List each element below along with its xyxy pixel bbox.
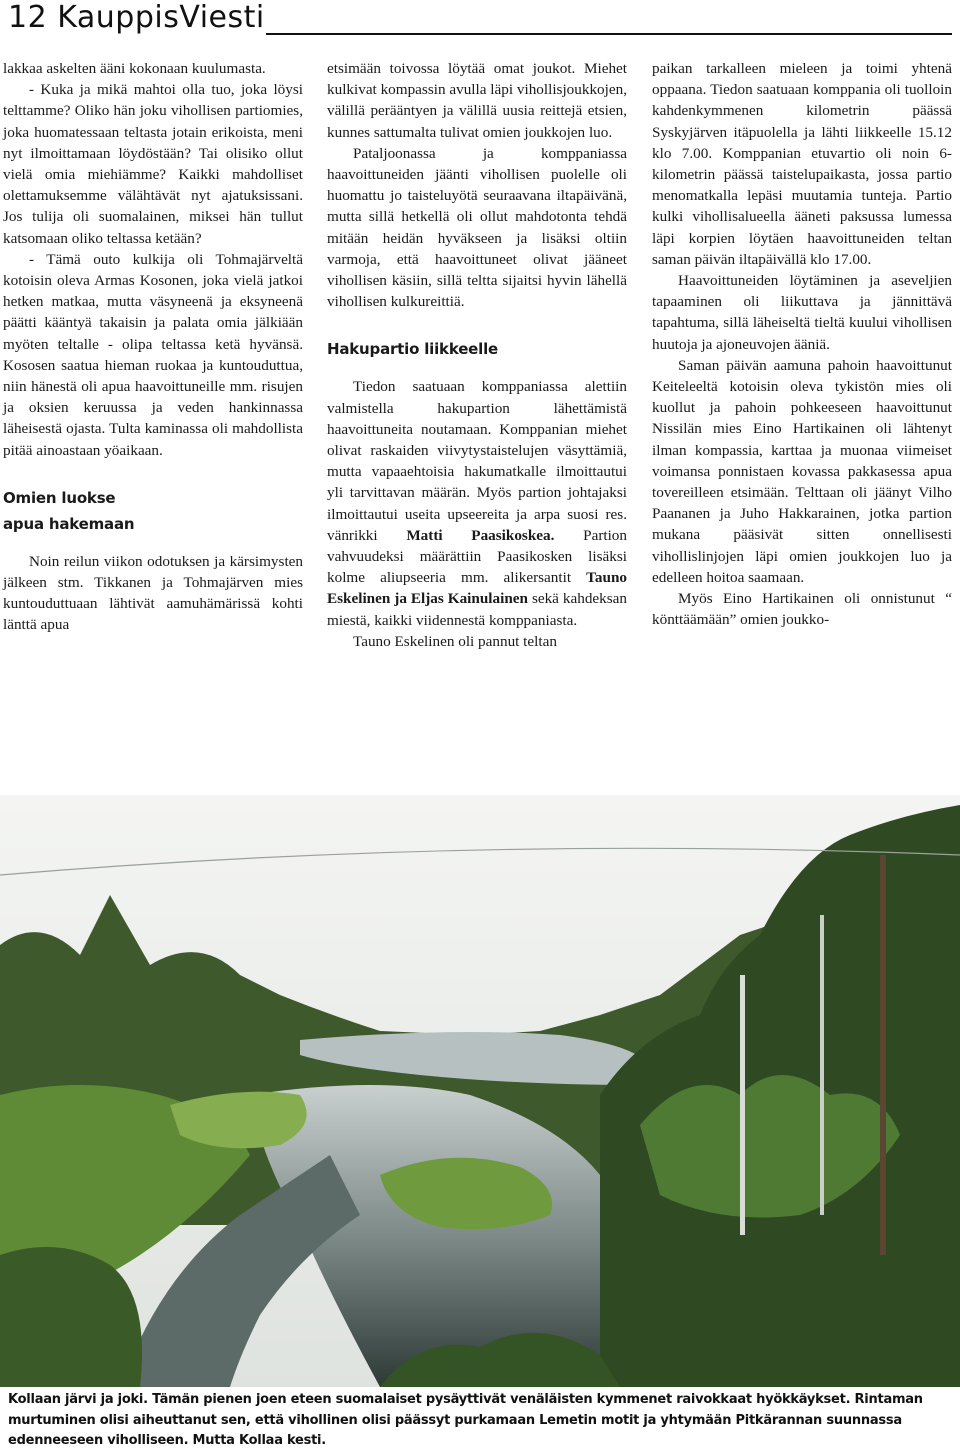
paragraph: Myös Eino Hartikainen oli onnistunut “ könttäämään” omien joukko- <box>652 590 952 629</box>
paragraph: Saman päivän aamuna pahoin haavoittunut Keiteleeltä kotoisin oleva tykistön mies oli kuollut ja pahoin pohkeeseen haavoittunut Nissilän mies Eino Hartikainen oli lähtenyt ilman kompassia, karttaa ja muonaa viimeiset voimansa ponnistaen kovassa pakkasessa apua tovereilleen etsimään. Telttaan oli jäänyt Vilho Paananen ja Juho Hakkarainen, jotka partion mukana pääsivät sitten onnellisesti vihollislinjojen läpi omien joukkojen luo ja edelleen hoitoa saamaan. <box>652 356 952 586</box>
article-column-1 <box>3 58 303 636</box>
birch-trunk <box>820 915 824 1215</box>
birch-trunk <box>740 975 745 1235</box>
paragraph: Pataljoonassa ja komppaniassa haavoittuneiden jäänti vihollisen puolelle oli huomattu jo taisteluyötä seuraavana iltapäivänä, mutta sillä hetkellä oli ollut mahdotonta tehdä mitään heidän hyväkseen ja lisäksi oltiin varmoja, että haavoittuneet olivat jääneet vihollisen käsiin, sillä teltta sijaitsi hyvin lähellä vihollisen kulkureittiä. <box>327 144 627 311</box>
pine-trunk <box>880 855 886 1255</box>
masthead-title <box>8 0 265 36</box>
masthead-rule <box>266 33 952 35</box>
paragraph: Noin reilun viikon odotuksen ja kärsimysten jälkeen stm. Tikkanen ja Tohmajärven mies kuntouduttuaan lähtivät aamuhämärissä kohti länttä apua <box>3 552 303 634</box>
text-run: sekä kahdeksan miestä, kaikki viidennestä komppaniasta. <box>327 590 627 629</box>
paragraph: etsimään toivossa löytää omat joukot. Miehet kulkivat kompassin avulla läpi vihollisjoukkojen, välillä perääntyen ja välillä uusia reittejä etsien, kunnes sattumalta tulivat omien joukkojen luo. <box>327 60 627 141</box>
section-heading-line: Hakupartio liikkeelle <box>327 340 499 359</box>
text-run: Partion vahvuudeksi määrättiin Paasikosken lisäksi kolme aliupseeria mm. alikersantit <box>327 526 627 587</box>
paragraph <box>327 376 627 630</box>
section-heading <box>3 485 303 537</box>
caption-text: Tämän pienen joen eteen suomalaiset pysäyttivät venäläisten kymmenet raivokkaat hyökkäykset. Rintaman murtuminen olisi aiheuttanut sen, että vihollinen olisi päässyt purkamaan Lemetin motit ja yhtymään Pitkärannan suunnassa edenneeseen viholliseen. Mutta Kollaa kesti. <box>8 1392 923 1448</box>
person-names: Tauno Eskelinen ja Eljas Kainulainen <box>327 569 627 608</box>
article-column-2 <box>327 58 627 652</box>
lake-river-photo <box>0 795 960 1387</box>
caption-title: Kollaan järvi ja joki. <box>8 1392 148 1407</box>
paragraph: - Tämä outo kulkija oli Tohmajärveltä kotoisin oleva Armas Kosonen, joka vielä jatkoi hetken matkaa, mutta väsyneenä ja eksyneenä päätti kääntyä takaisin ja palata omia jälkiään myöten teltalle - olipa teltassa ketä hyvänsä. Kososen saatua hieman ruokaa ja kuntouduttua, niin hänestä oli apua haavoittuneille mm. risujen ja oksien keruussa ja veden hankinnassa läheisestä ojasta. Tulta kaminassa oli mahdollista pitää ainoastaan yöaikaan. <box>3 250 303 459</box>
photo-caption <box>8 1390 954 1452</box>
paragraph: Haavoittuneiden löytäminen ja aseveljien tapaaminen oli liikuttava ja jännittävä tapahtuma, sillä läheiseltä tieltä kuului vihollisen huutoja ja ajoneuvojen ääniä. <box>652 272 952 353</box>
text-run: Tiedon saatuaan komppaniassa alettiin valmistella hakupartion lähettämistä haavoittuneita noutamaan. Komppanian miehet olivat raskaiden viivytystaistelujen väsyttämiä, mutta vapaaehtoisia hakumatkalle ilmoittautui yli tarvittavan määrän. Myös partion johtajaksi ilmoittautui useita upseereita ja arpa suosi res. vänrikki <box>327 378 627 544</box>
section-heading-line: Omien luokse <box>3 488 116 507</box>
article-column-3 <box>652 58 952 630</box>
photo-illustration <box>0 795 960 1387</box>
publication-name: KauppisViesti <box>57 0 265 35</box>
paragraph: - Kuka ja mikä mahtoi olla tuo, joka löysi telttamme? Oliko hän joku vihollisen partiomies, joka huomatessaan teltasta jotain erikoista, meni nyt ilmoittamaan löydöstään? Tai olisiko ollut vielä omia miehiämme? Kaikki mahdolliset olettamuksemme välähtävät nyt ajatuksissani. Jos tulija oli suomalainen, miksei hän tullut katsomaan oliko teltassa ketään? <box>3 81 303 247</box>
masthead <box>8 0 952 40</box>
paragraph: lakkaa askelten ääni kokonaan kuulumasta. <box>3 60 266 77</box>
page-number: 12 <box>8 0 48 35</box>
paragraph: paikan tarkalleen mieleen ja toimi yhtenä oppaana. Tiedon saatuaan komppania oli tuolloin kahdenkymmenen kilometrin päässä Syskyjärven itäpuolella ja lähti liikkeelle 15.12 klo 7.00. Komppanian etuvartio oli noin 6-kilometrin päässä taistelupaikasta, jossa partio menomatkalla lepäsi muutamia tunteja. Partio kulki vihollisalueella ääneti paksussa lumessa läpi korpien löytäen haavoittuneiden teltan saman päivän iltapäivällä klo 17.00. <box>652 60 952 268</box>
section-heading <box>327 336 627 362</box>
person-name: Matti Paasikoskea. <box>406 526 555 544</box>
section-heading-line: apua hakemaan <box>3 514 135 533</box>
paragraph: Tauno Eskelinen oli pannut teltan <box>353 632 557 650</box>
